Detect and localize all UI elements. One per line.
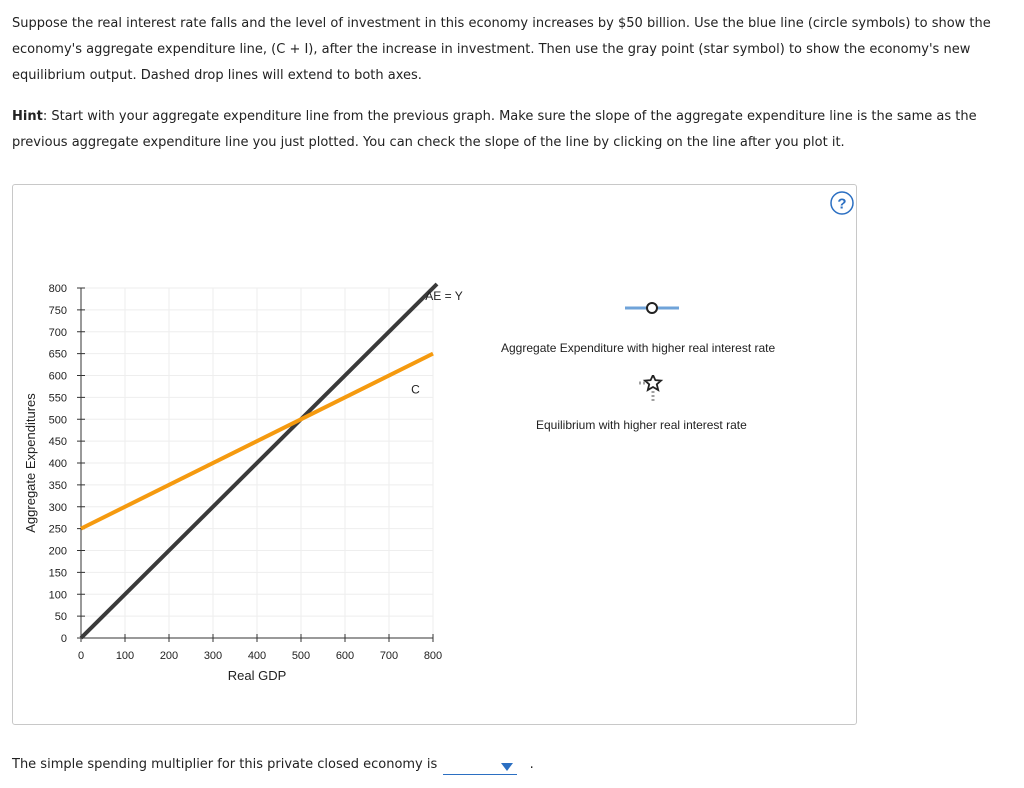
y-tick-label: 550 [48,392,67,405]
y-tick-label: 700 [48,326,67,339]
y-tick-label: 400 [48,458,67,470]
help-symbol: ? [837,195,847,213]
line-tool-circle-icon[interactable] [625,299,679,317]
hint-text: : Start with your aggregate expenditure line from the previous graph. Make sure the slope of the aggregate expenditure line is the same as the previous aggregate expenditure line you just plotted. You can check the slope of the line by clicking on the line after you plot it. [12,109,977,150]
x-axis-label: Real GDP [227,668,287,683]
y-tick-label: 50 [54,611,67,624]
y-tick-label: 0 [60,633,67,645]
y-tick-label: 800 [48,283,67,295]
multiplier-prompt: The simple spending multiplier for this private closed economy is [12,757,438,772]
x-tick-label: 0 [77,650,85,662]
x-tick-label: 700 [379,650,399,662]
y-tick-label: 650 [48,348,67,361]
y-tick-label: 200 [48,545,67,558]
hint-label: Hint [12,109,43,124]
x-tick-label: 200 [159,650,179,662]
y-tick-label: 100 [48,589,67,602]
y-tick-label: 500 [48,414,67,427]
x-tick-label: 300 [203,650,223,662]
series-label: C [411,382,420,397]
point-tool-star-icon[interactable] [639,375,667,401]
graph-panel [12,184,857,725]
question-mark-icon[interactable] [830,191,854,215]
chevron-down-icon[interactable] [501,763,513,771]
y-tick-label: 150 [48,567,67,580]
multiplier-suffix: . [529,757,534,772]
x-tick-label: 600 [335,650,355,662]
y-tick-label: 600 [48,370,67,383]
series-line-ae-y [81,284,437,638]
x-tick-label: 800 [423,650,443,662]
x-tick-label: 400 [247,650,267,662]
instructions-paragraph: Suppose the real interest rate falls and the level of investment in this economy increases by $50 billion. Use the blue line (circle symbols) to show the economy's aggregate expenditure line, (C + I), after the increase in investment. Then use the gray point (star symbol) to show the economy's new equilibrium output. Dashed drop lines will extend to both axes. [12,16,991,83]
series-label: AE = Y [425,289,463,303]
y-tick-label: 350 [48,479,67,492]
x-tick-label: 500 [291,650,311,662]
y-tick-label: 250 [48,523,67,536]
hint-paragraph [12,104,1012,156]
x-tick-label: 100 [115,650,135,662]
multiplier-dropdown[interactable] [443,757,517,775]
ae-chart[interactable] [13,185,856,724]
y-axis-label: Aggregate Expenditures [23,393,38,533]
y-tick-label: 750 [48,304,67,317]
legend-ae-label: Aggregate Expenditure with higher real interest rate [501,341,776,355]
y-tick-label: 300 [48,501,67,514]
multiplier-question [12,755,534,775]
legend-eq-label: Equilibrium with higher real interest rate [536,418,747,432]
y-tick-label: 450 [48,436,67,449]
